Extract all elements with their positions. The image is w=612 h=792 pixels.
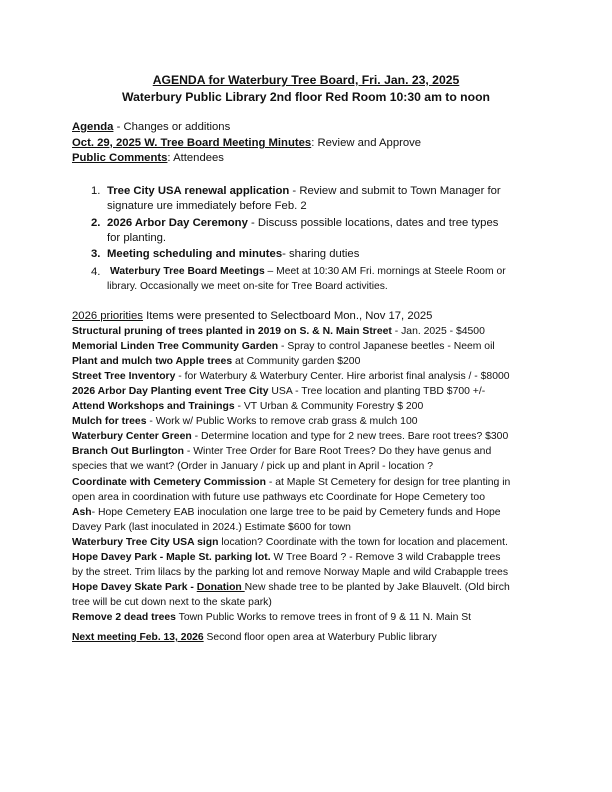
priority-underlined: Donation	[196, 581, 245, 593]
agenda-item-continuation: library. Occasionally we meet on-site for Tree Board activities.	[107, 281, 388, 292]
priority-line	[72, 444, 491, 459]
priority-text: Town Public Works to remove trees in front of 9 & 11 N. Main St	[175, 611, 472, 623]
priorities-label: 2026 priorities	[72, 310, 143, 322]
priority-text: - at Maple St Cemetery for design for tree planting in	[266, 476, 511, 488]
agenda-item-text: - Review and submit to Town Manager for	[289, 185, 501, 197]
priority-line	[72, 490, 485, 505]
next-meeting-text: Second floor open area at Waterbury Public library	[203, 632, 437, 643]
priority-line	[72, 354, 360, 369]
priority-line	[72, 384, 485, 399]
priority-text: - Jan. 2025 - $4500	[391, 326, 485, 337]
agenda-item-line	[110, 266, 506, 277]
priority-title: Ash	[72, 506, 92, 518]
next-meeting	[72, 632, 437, 643]
priority-title: Plant and mulch two Apple trees	[72, 356, 233, 368]
priority-text: tree will be cut down next to the skate park)	[72, 596, 272, 608]
agenda-item-title: Meeting scheduling and minutes	[107, 248, 283, 260]
agenda-item-line	[107, 185, 501, 197]
priority-text: USA - Tree location and planting TBD $700 +/-	[268, 386, 486, 398]
intro-minutes	[72, 137, 421, 149]
priority-title: Attend Workshops and Trainings	[72, 401, 235, 413]
priority-line	[72, 580, 510, 595]
next-meeting-label: Next meeting Feb. 13, 2026	[72, 632, 204, 643]
priority-line	[72, 535, 508, 550]
agenda-item-number: 4.	[91, 266, 101, 278]
agenda-item-line	[107, 248, 359, 260]
priorities-header	[72, 309, 432, 324]
intro-agenda-label: Agenda	[72, 121, 114, 133]
priority-line	[72, 475, 510, 490]
priority-text: open area in coordination with future use pathways etc Coordinate for Hope Cemetery too	[72, 491, 485, 503]
priority-text: location? Coordinate with the town for location and placement.	[218, 536, 508, 548]
agenda-item-title: Waterbury Tree Board Meetings	[110, 266, 265, 277]
agenda-item-title: Tree City USA renewal application	[107, 185, 290, 197]
priority-title: Remove 2 dead trees	[72, 611, 176, 623]
priority-line	[72, 505, 501, 520]
priority-line	[72, 369, 510, 384]
priority-text: at Community garden $200	[232, 356, 361, 368]
intro-minutes-label: Oct. 29, 2025 W. Tree Board Meeting Minutes	[72, 137, 312, 149]
priority-text: - Work w/ Public Works to remove crab grass & mulch 100	[146, 416, 418, 428]
priority-text: - Winter Tree Order for Bare Root Trees? Do they have genus and	[183, 446, 492, 458]
intro-minutes-text: : Review and Approve	[311, 137, 422, 149]
priority-line	[72, 399, 423, 414]
priority-line	[72, 324, 485, 339]
agenda-title: AGENDA for Waterbury Tree Board, Fri. Jan. 23, 2025	[152, 73, 460, 87]
agenda-item-number: 3.	[91, 248, 101, 260]
priority-title: Hope Davey Skate Park -	[72, 581, 197, 593]
priority-line	[72, 414, 418, 429]
agenda-subtitle: Waterbury Public Library 2nd floor Red Room 10:30 am to noon	[122, 90, 490, 104]
agenda-item-line	[107, 217, 498, 229]
priority-title: Waterbury Center Green	[72, 431, 192, 443]
priority-line	[72, 429, 508, 444]
priority-text: by the street. Trim lilacs by the parking lot and remove Norway Maple and wild Crabapple trees	[72, 566, 509, 578]
agenda-item-text: - Discuss possible locations, dates and tree types	[247, 217, 499, 229]
priority-text: Davey Park (last inoculated in 2024.) Estimate $600 for town	[72, 521, 351, 533]
priority-line	[72, 565, 508, 580]
priority-text: - VT Urban & Community Forestry $ 200	[234, 401, 424, 413]
priority-title: Memorial Linden Tree Community Garden	[72, 341, 279, 353]
agenda-item-text: - sharing duties	[282, 248, 360, 260]
intro-agenda-text: - Changes or additions	[113, 121, 231, 133]
agenda-item-continuation: for planting.	[107, 232, 167, 244]
priority-title: Branch Out Burlington	[72, 446, 184, 458]
priority-text: New shade tree to be planted by Jake Blauvelt. (Old birch	[244, 581, 510, 593]
priority-title: Structural pruning of trees planted in 2019 on S. & N. Main Street	[72, 326, 392, 337]
agenda-item-title: 2026 Arbor Day Ceremony	[107, 217, 248, 229]
priority-title: Waterbury Tree City USA sign	[72, 536, 219, 548]
priority-line	[72, 459, 433, 474]
agenda-item-text: – Meet at 10:30 AM Fri. mornings at Steele Room or	[264, 266, 506, 277]
priorities-text: Items were presented to Selectboard Mon., Nov 17, 2025	[142, 310, 433, 322]
priority-line	[72, 339, 495, 354]
agenda-item-number: 1.	[91, 185, 101, 197]
priority-line	[72, 520, 351, 535]
priority-text: W Tree Board ? - Remove 3 wild Crabapple trees	[270, 551, 501, 563]
intro-agenda	[72, 121, 230, 133]
agenda-item-continuation: signature ure immediately before Feb. 2	[107, 200, 307, 212]
priority-title: Coordinate with Cemetery Commission	[72, 476, 266, 488]
priority-title: 2026 Arbor Day Planting event Tree City	[72, 386, 269, 398]
priority-text: - for Waterbury & Waterbury Center. Hire arborist final analysis / - $8000	[175, 371, 510, 383]
priority-title: Street Tree Inventory	[72, 371, 176, 383]
priority-text: - Spray to control Japanese beetles - Neem oil	[278, 341, 495, 353]
agenda-item-number: 2.	[91, 217, 101, 229]
intro-public-comments-text: : Attendees	[167, 152, 224, 164]
priority-title: Hope Davey Park - Maple St. parking lot.	[72, 551, 271, 563]
intro-public-comments	[72, 152, 224, 164]
priority-text: - Hope Cemetery EAB inoculation one large tree to be paid by Cemetery funds and Hope	[91, 506, 501, 518]
priority-text: species that we want? (Order in January / pick up and plant in April - location ?	[72, 461, 433, 473]
priority-line	[72, 595, 272, 610]
priority-line	[72, 550, 501, 565]
priority-line	[72, 610, 471, 625]
priority-text: - Determine location and type for 2 new trees. Bare root trees? $300	[191, 431, 509, 443]
intro-public-comments-label: Public Comments	[72, 152, 168, 164]
priority-title: Mulch for trees	[72, 416, 147, 428]
